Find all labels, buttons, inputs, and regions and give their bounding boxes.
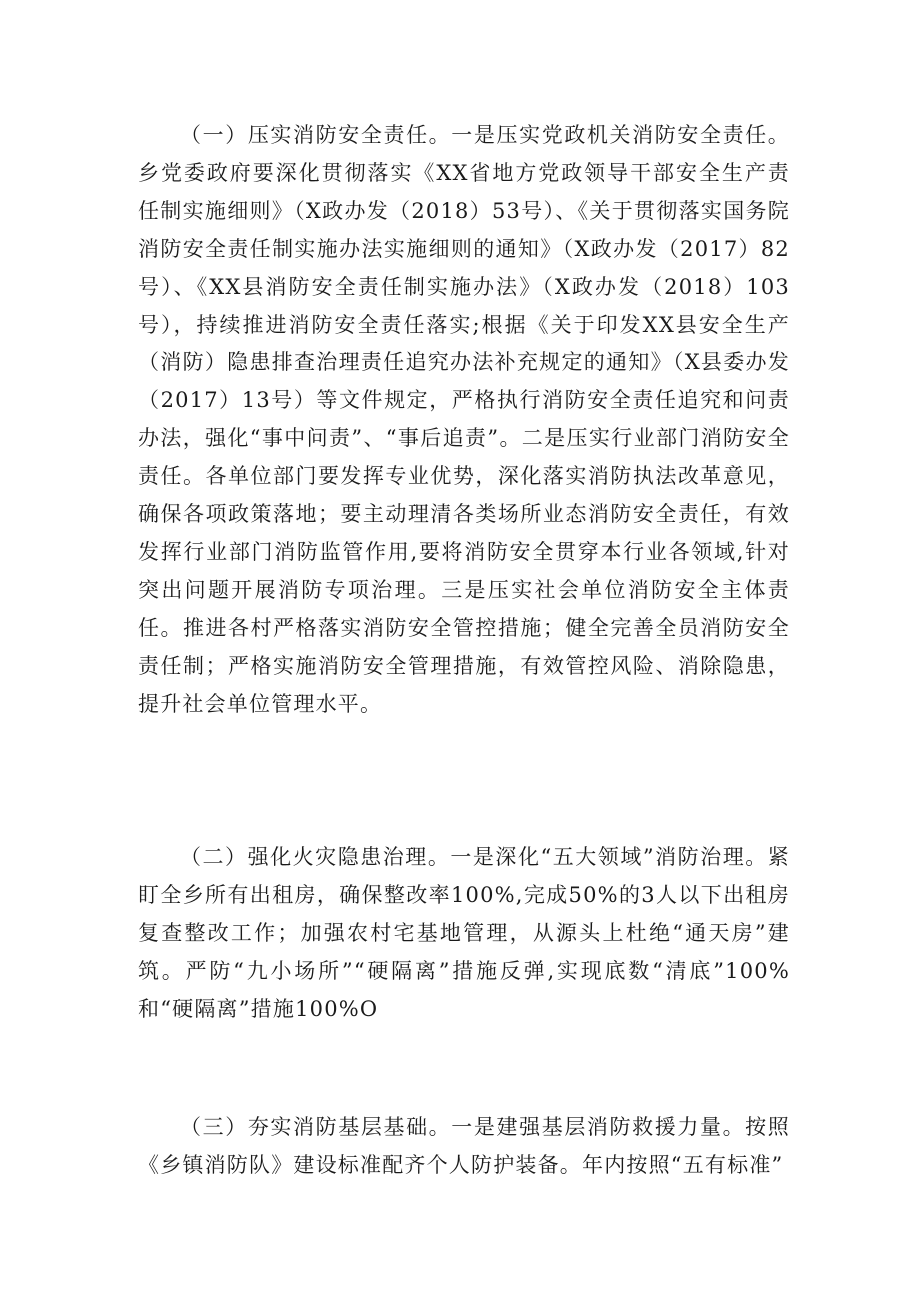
paragraph-fire-safety-responsibility: （一）压实消防安全责任。一是压实党政机关消防安全责任。乡党委政府要深化贯彻落实《XX省地方党政领导干部安全生产责任制实施细则》（X政办发（2018）53号）、《关于贯彻落实国务院消防安全责任制实施办法实施细则的通知》（X政办发（2017）82号）、《XX县消防安全责任制实施办法》（X政办发（2018）103号），持续推进消防安全责任落实;根据《关于印发XX县安全生产（消防）隐患排查治理责任追究办法补充规定的通知》（X县委办发（2017）13号）等文件规定，严格执行消防安全责任追究和问责办法，强化“事中问责”、“事后追责”。二是压实行业部门消防安全责任。各单位部门要发挥专业优势，深化落实消防执法改革意见，确保各项政策落地；要主动理清各类场所业态消防安全责任，有效发挥行业部门消防监管作用,要将消防安全贯穿本行业各领域,针对突出问题开展消防专项治理。三是压实社会单位消防安全主体责任。推进各村严格落实消防安全管控措施；健全完善全员消防安全责任制；严格实施消防安全管理措施，有效管控风险、消除隐患，提升社会单位管理水平。 (138, 123, 790, 716)
paragraph-grassroots-foundation: （三）夯实消防基层基础。一是建强基层消防救援力量。按照《乡镇消防队》建设标准配齐个人防护装备。年内按照“五有标准” (138, 1115, 790, 1177)
paragraph-fire-hazard-governance: （二）强化火灾隐患治理。一是深化“五大领域”消防治理。紧盯全乡所有出租房，确保整改率100%,完成50%的3人以下出租房复查整改工作；加强农村宅基地管理，从源头上杜绝“通天房”建筑。严防“九小场所”“硬隔离”措施反弹,实现底数“清底”100%和“硬隔离”措施100%O (138, 845, 790, 1021)
